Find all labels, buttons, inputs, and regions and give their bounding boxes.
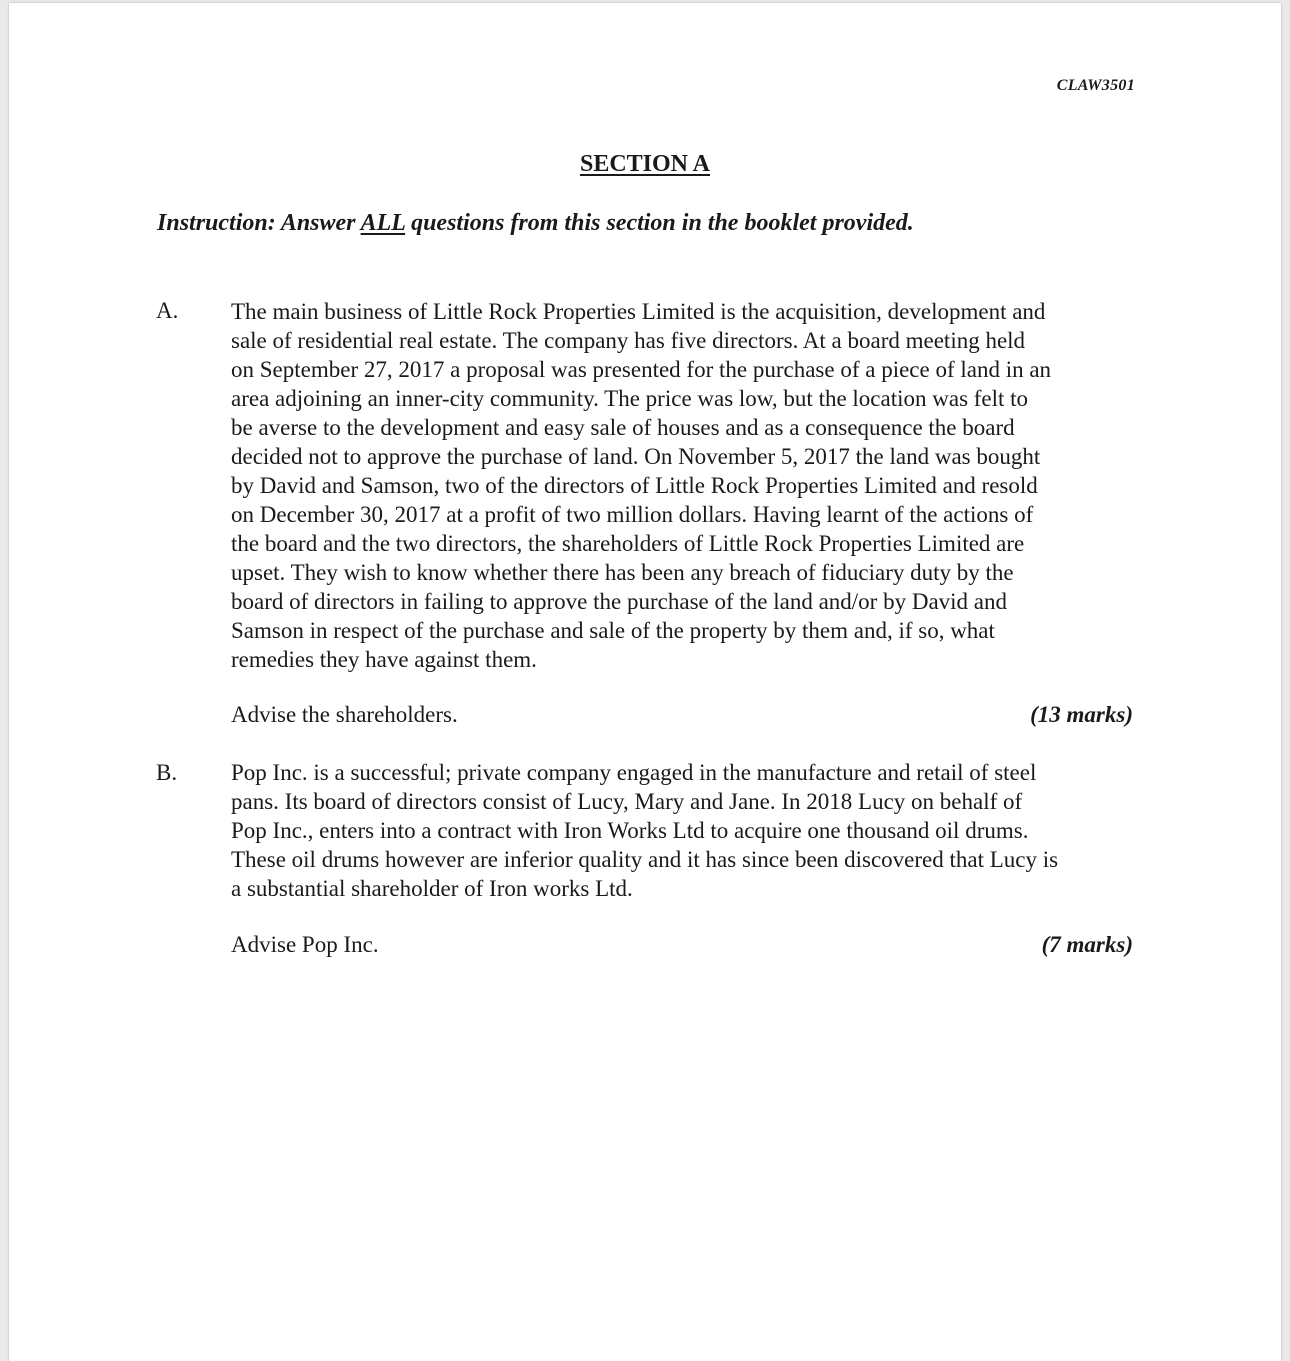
question-a-line: sale of residential real estate. The company has five directors. At a board meeting held (231, 328, 1026, 353)
question-a-marks: (13 marks) (1030, 702, 1133, 727)
question-b-advise: Advise Pop Inc. (231, 932, 379, 957)
question-b-line: a substantial shareholder of Iron works Ltd. (231, 876, 633, 901)
question-a-line: decided not to approve the purchase of land. On November 5, 2017 the land was bought (231, 444, 1041, 469)
question-a-line: remedies they have against them. (231, 647, 537, 672)
question-a-line: area adjoining an inner-city community. The price was low, but the location was felt to (231, 386, 1029, 411)
section-title: SECTION A (579, 151, 711, 177)
question-a-advise: Advise the shareholders. (231, 702, 458, 727)
instruction-prefix: Instruction: Answer (157, 210, 361, 236)
question-b-line: Pop Inc., enters into a contract with Iron Works Ltd to acquire one thousand oil drums. (231, 818, 1029, 843)
question-a-line: on September 27, 2017 a proposal was presented for the purchase of a piece of land in an (231, 357, 1052, 382)
question-b-line: pans. Its board of directors consist of Lucy, Mary and Jane. In 2018 Lucy on behalf of (231, 789, 1023, 814)
question-a-line: board of directors in failing to approve the purchase of the land and/or by David and (231, 589, 1008, 614)
document-page (9, 3, 1281, 1361)
question-a-body (231, 297, 1133, 674)
question-b-line: Pop Inc. is a successful; private company engaged in the manufacture and retail of steel (231, 760, 1037, 785)
question-b-marks: (7 marks) (1041, 932, 1133, 957)
course-code: CLAW3501 (1056, 77, 1135, 94)
instruction-emphasis: ALL (360, 210, 406, 236)
question-a-line: Samson in respect of the purchase and sale of the property by them and, if so, what (231, 618, 995, 643)
question-a-line: The main business of Little Rock Properties Limited is the acquisition, development and (231, 299, 1046, 324)
question-a-line: the board and the two directors, the shareholders of Little Rock Properties Limited are (231, 531, 1025, 556)
question-a-line: upset. They wish to know whether there has been any breach of fiduciary duty by the (231, 560, 1014, 585)
question-b-body (231, 758, 1133, 903)
question-b-line: These oil drums however are inferior quality and it has since been discovered that Lucy is (231, 847, 1059, 872)
instruction-suffix: questions from this section in the booklet provided. (405, 210, 914, 236)
question-a-line: on December 30, 2017 at a profit of two million dollars. Having learnt of the actions of (231, 502, 1034, 527)
instruction-text (157, 210, 914, 237)
question-a-letter: A. (156, 298, 179, 323)
question-a-line: be averse to the development and easy sale of houses and as a consequence the board (231, 415, 1015, 440)
question-b-letter: B. (156, 760, 178, 785)
question-a-line: by David and Samson, two of the directors of Little Rock Properties Limited and resold (231, 473, 1038, 498)
